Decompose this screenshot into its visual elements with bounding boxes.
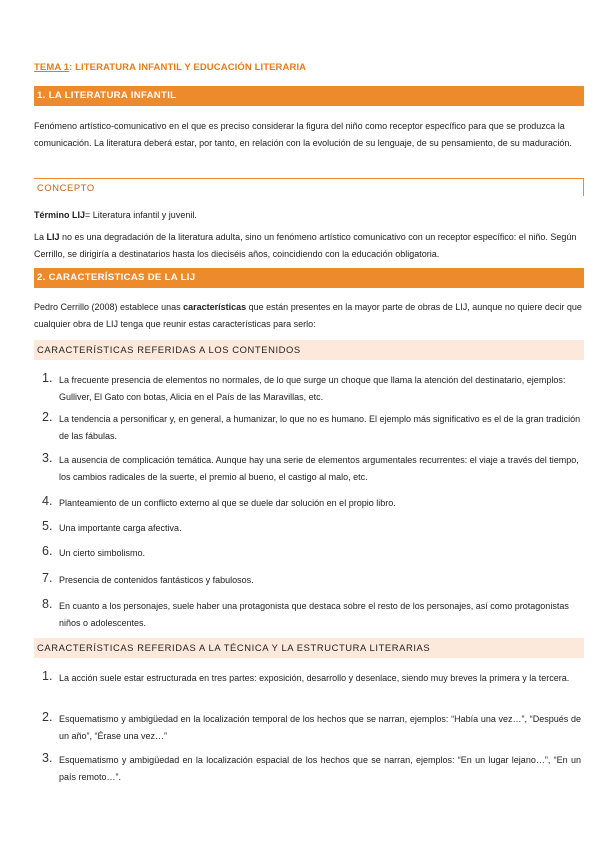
section-1-header: 1. LA LITERATURA INFANTIL <box>34 86 584 106</box>
contenidos-header: CARACTERÍSTICAS REFERIDAS A LOS CONTENIDOS <box>34 340 584 360</box>
section-2-b: que están presentes en la mayor parte de obras de LIJ, aunque no quiere decir que cualquier obra de LIJ tenga que reunir estas características para serlo: <box>34 302 582 329</box>
term-lij-bold: Término LIJ <box>34 210 86 220</box>
lij-def-b: no es una degradación de la literatura adulta, sino un fenómeno artístico comunicativo con un receptor específico: el niño. Según Cerrillo, se dirigiría a destinatarios hasta los dieciséis años, coincidiendo con la educación obligatoria. <box>34 232 577 259</box>
term-lij-paragraph <box>34 207 584 224</box>
section-2-header: 2. CARACTERÍSTICAS DE LA LIJ <box>34 268 584 288</box>
lij-def-a: La <box>34 232 47 242</box>
tema-heading <box>34 62 306 73</box>
tecnica-header: CARACTERÍSTICAS REFERIDAS A LA TÉCNICA Y LA ESTRUCTURA LITERARIAS <box>34 638 584 658</box>
section-1-paragraph: Fenómeno artístico-comunicativo en el que es preciso considerar la figura del niño como receptor específico para que se produzca la comunicación. La literatura deberá estar, por tanto, en relación con la evolución de su lenguaje, de su pensamiento, de su maduración. <box>34 121 572 148</box>
tema-title: : LITERATURA INFANTIL Y EDUCACIÓN LITERARIA <box>69 62 307 73</box>
concepto-header: CONCEPTO <box>34 178 584 196</box>
section-2-bold: características <box>183 302 247 312</box>
lij-def-bold: LIJ <box>46 232 60 242</box>
section-2-paragraph <box>34 299 584 332</box>
tema-number: TEMA 1 <box>34 62 70 73</box>
lij-definition-paragraph <box>34 229 584 262</box>
term-lij-text: = Literatura infantil y juvenil. <box>85 210 197 220</box>
section-2-a: Pedro Cerrillo (2008) establece unas <box>34 302 184 312</box>
